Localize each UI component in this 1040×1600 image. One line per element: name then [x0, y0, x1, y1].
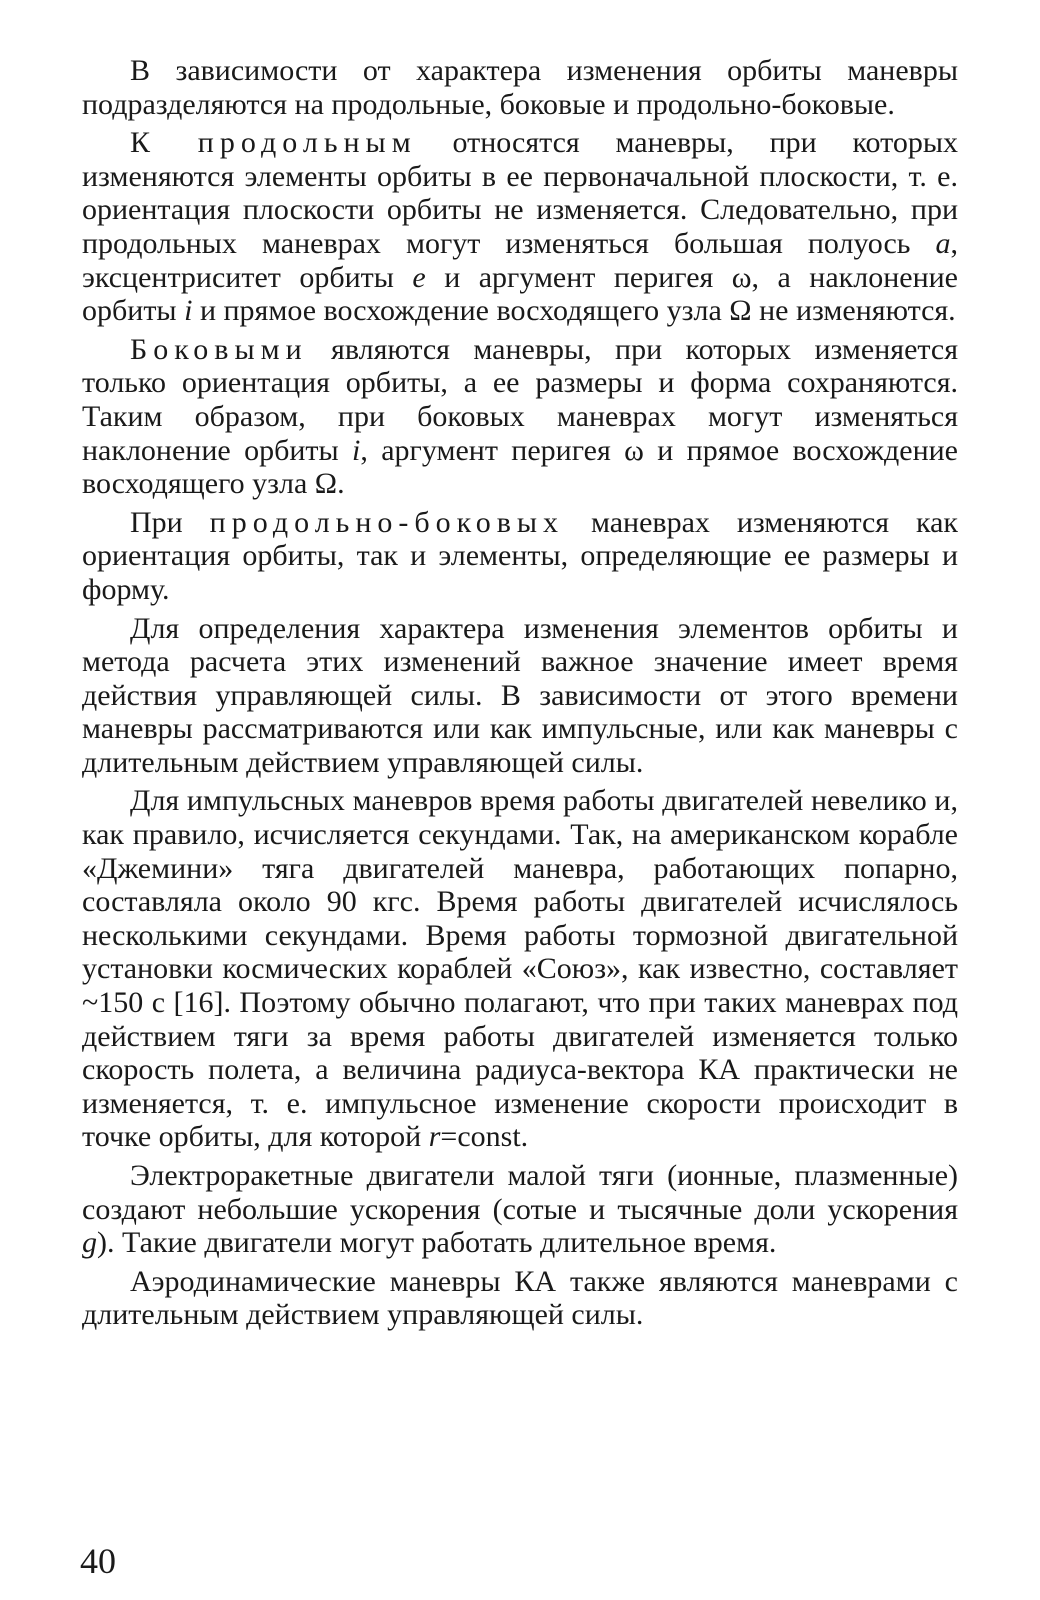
text-run: и прямое восхождение восходящего узла Ω не изменяются. — [192, 294, 956, 328]
text-run: В зависимости от характера изменения орбиты маневры подразделяются на продольные, боковые и продольно-боковые. — [82, 54, 958, 121]
text-run: маневрах изменяются как ориентация орбиты, так и элементы, определяющие ее размеры и форму. — [82, 505, 958, 606]
text-run: Аэродинамические маневры КА также являются маневрами с длительным действием управляющей силы. — [82, 1264, 958, 1332]
page-number: 40 — [80, 1541, 116, 1581]
paragraph — [82, 126, 958, 328]
math-symbol: g — [82, 1226, 97, 1260]
text-run: =const. — [440, 1120, 529, 1154]
emphasized-term: К продольным — [130, 126, 417, 160]
paragraph — [82, 612, 958, 780]
math-symbol: i — [184, 294, 193, 328]
emphasized-term: Боковыми — [130, 332, 308, 366]
text-run: Для импульсных маневров время работы двигателей невелико и, как правило, исчисляется секундами. Так, на американском корабле «Джемини» тяга двигателей маневра, работающих попарно, составляла около 90 кгс. Время работы двигателей исчислялось несколькими секундами. Время работы тормозной двигательной установки космических кораблей «Союз», как известно, составляет ~150 с [16]. Поэтому обычно полагают, что при таких маневрах под действием тяги за время работы двигателей изменяется только скорость полета, а величина радиуса-вектора КА практически не изменяется, т. е. импульсное изменение скорости происходит в точке орбиты, для которой — [82, 784, 958, 1154]
math-symbol: a — [935, 226, 951, 260]
math-symbol: i — [352, 433, 361, 467]
paragraph — [82, 1159, 958, 1260]
text-run: относятся маневры, при которых изменяются элементы орбиты в ее первоначальной плоскости, т. е. ориентация плоскости орбиты не изменяется. Следовательно, при продольных маневрах могут изменяться большая полуось — [82, 126, 958, 260]
math-symbol: e — [412, 260, 426, 294]
emphasized-term: продольно-боковых — [209, 505, 565, 539]
text-run: являются маневры, при которых изменяется только ориентация орбиты, а ее размеры и форма сохраняются. Таким образом, при боковых маневрах могут изменяться наклонение орбиты — [82, 332, 958, 467]
text-run: ). Такие двигатели могут работать длительное время. — [97, 1226, 777, 1260]
text-column — [82, 54, 958, 1332]
text-run: Электроракетные двигатели малой тяги (ионные, плазменные) создают небольшие ускорения (сотые и тысячные доли ускорения — [82, 1159, 958, 1226]
paragraph — [82, 784, 958, 1154]
paragraph — [82, 1265, 958, 1332]
text-run: , эксцентриситет орбиты — [82, 226, 958, 294]
text-run: Для определения характера изменения элементов орбиты и метода расчета этих изменений важное значение имеет время действия управляющей силы. В зависимости от этого времени маневры рассматриваются или как импульсные, или как маневры с длительным действием управляющей силы. — [82, 611, 958, 779]
paragraph — [82, 333, 958, 501]
paragraph — [82, 54, 958, 121]
text-run: и аргумент перигея ω, а наклонение орбиты — [82, 260, 958, 328]
text-run: , аргумент перигея ω и прямое восхождение восходящего узла Ω. — [82, 433, 958, 501]
paragraph — [82, 506, 958, 607]
math-symbol: r — [428, 1120, 441, 1154]
text-run: При — [130, 505, 210, 539]
